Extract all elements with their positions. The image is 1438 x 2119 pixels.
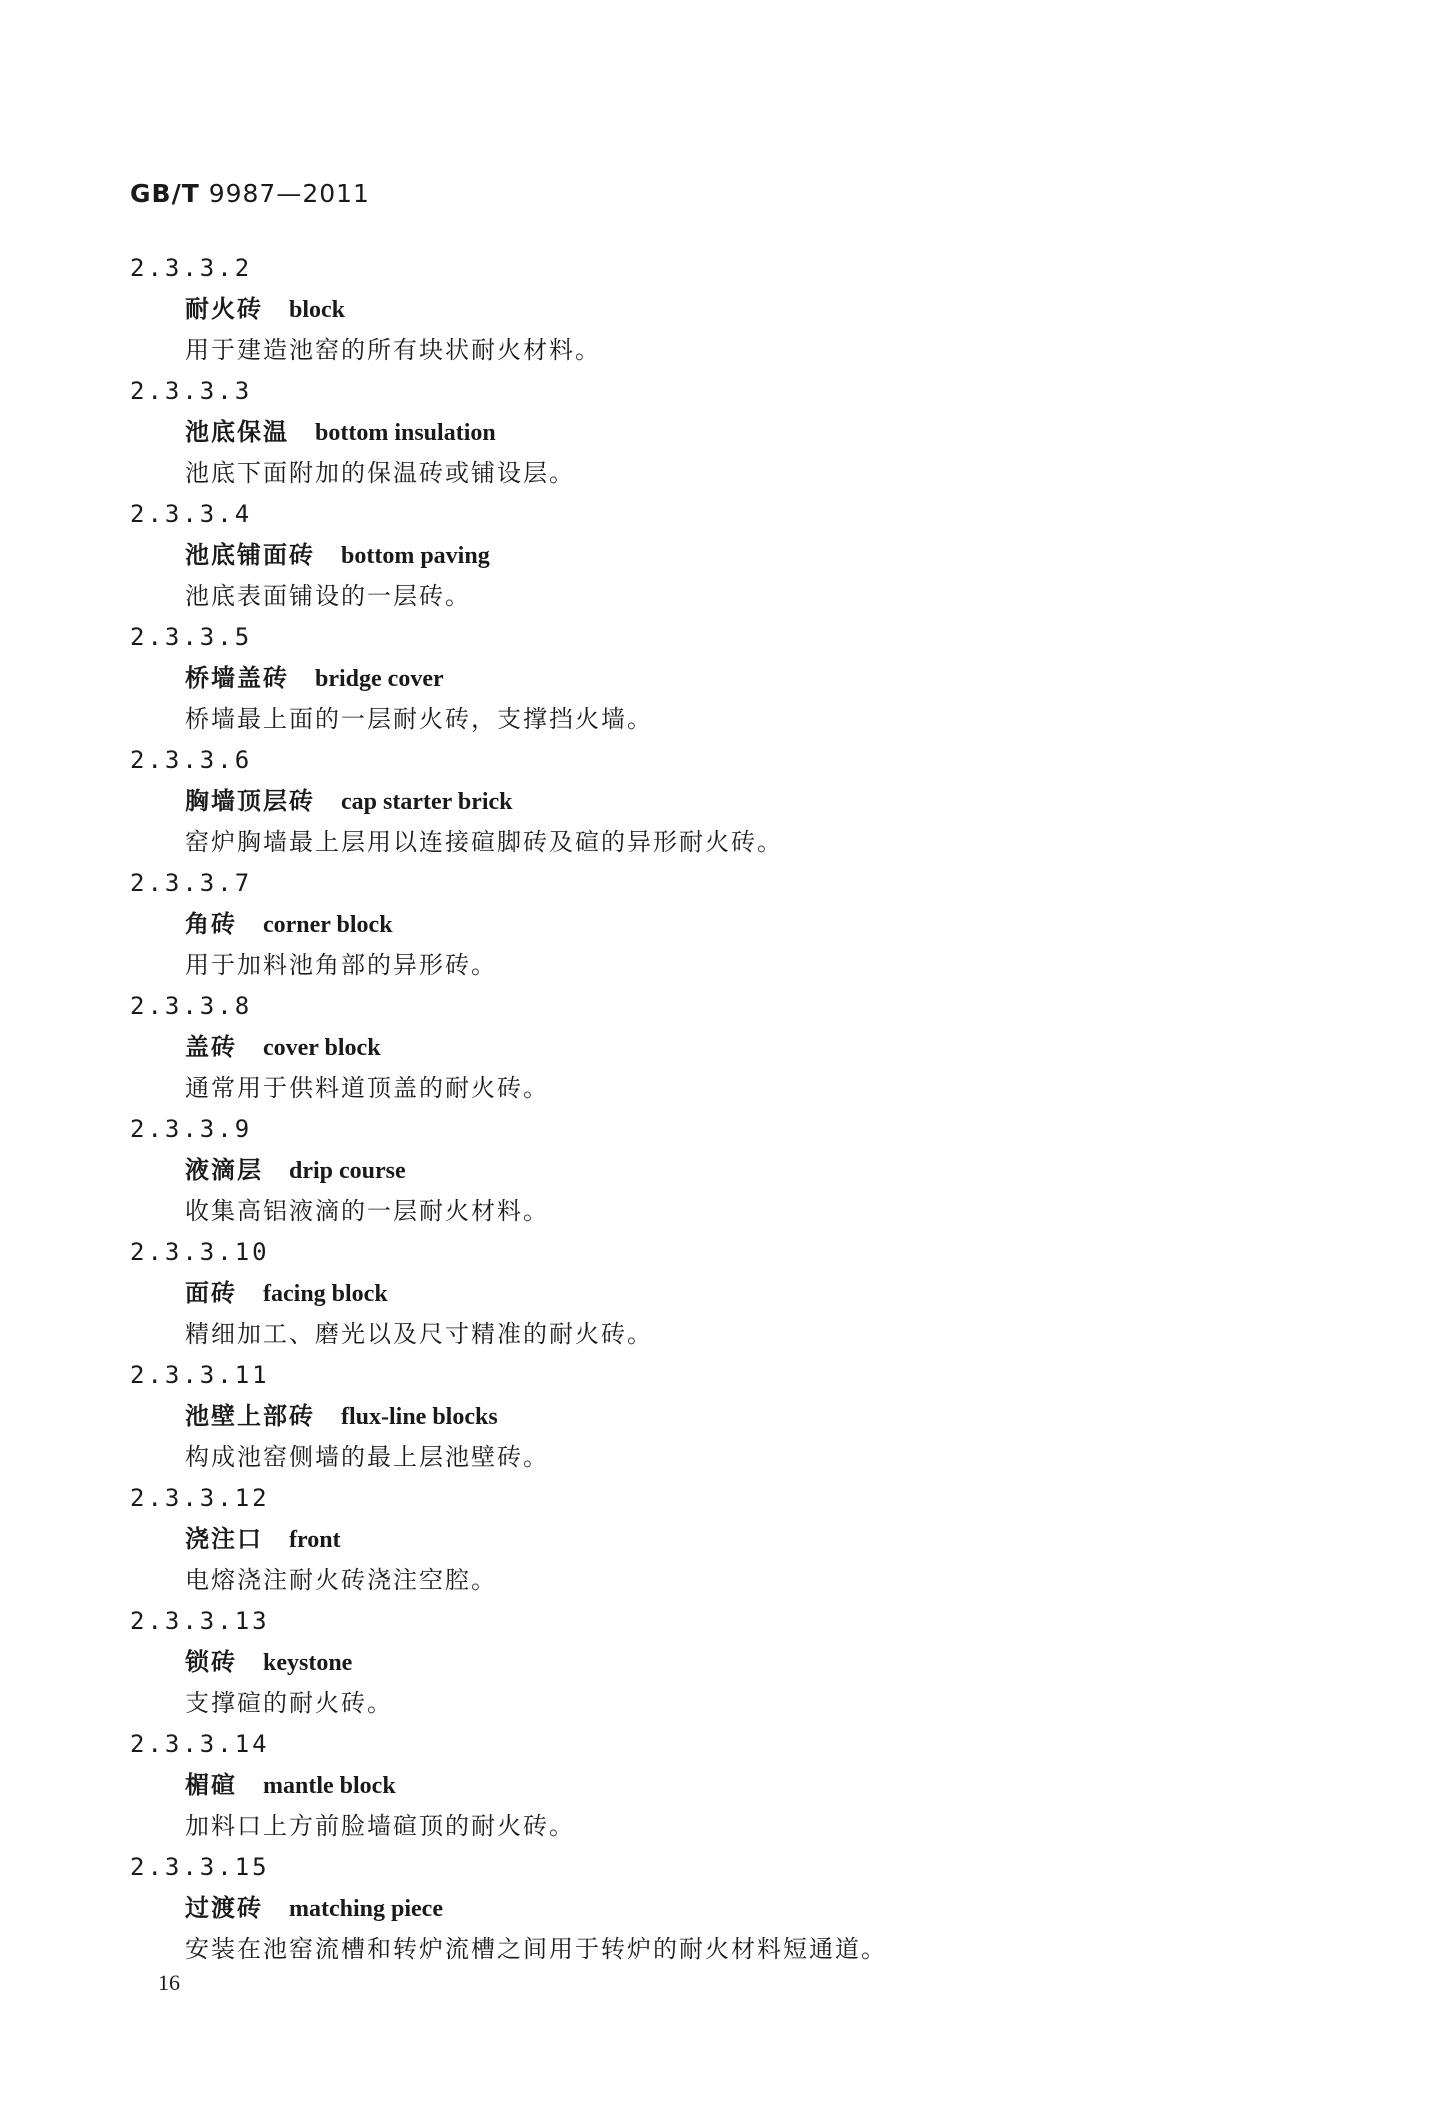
- term-chinese: 池底铺面砖: [185, 541, 315, 569]
- entry-term: [130, 1642, 1330, 1683]
- entry-number: 2.3.3.12: [130, 1484, 270, 1512]
- term-entry: [130, 1232, 1330, 1355]
- term-english: matching piece: [289, 1896, 443, 1922]
- entry-term: [130, 781, 1330, 822]
- term-chinese: 过渡砖: [185, 1894, 263, 1922]
- term-entry: [130, 371, 1330, 494]
- term-english: flux-line blocks: [341, 1404, 498, 1430]
- term-definition: 收集高铝液滴的一层耐火材料。: [185, 1197, 549, 1225]
- term-english: bridge cover: [315, 666, 444, 692]
- term-chinese: 浇注口: [185, 1525, 263, 1553]
- term-english: mantle block: [263, 1773, 396, 1799]
- entry-number: 2.3.3.6: [130, 746, 253, 774]
- term-definition: 加料口上方前脸墙碹顶的耐火砖。: [185, 1812, 575, 1840]
- term-entry: [130, 1724, 1330, 1847]
- term-chinese: 液滴层: [185, 1156, 263, 1184]
- term-entry: [130, 740, 1330, 863]
- term-entry: [130, 248, 1330, 371]
- term-definition: 电熔浇注耐火砖浇注空腔。: [185, 1566, 497, 1594]
- term-definition: 桥墙最上面的一层耐火砖，支撑挡火墙。: [185, 705, 653, 733]
- standard-header: [130, 176, 370, 212]
- term-chinese: 胸墙顶层砖: [185, 787, 315, 815]
- entry-term: [130, 1150, 1330, 1191]
- term-english: cap starter brick: [341, 789, 513, 815]
- term-chinese: 盖砖: [185, 1033, 237, 1061]
- term-english: facing block: [263, 1281, 388, 1307]
- entry-term: [130, 1888, 1330, 1929]
- entry-term: [130, 535, 1330, 576]
- entry-term: [130, 1273, 1330, 1314]
- entry-number: 2.3.3.3: [130, 377, 253, 405]
- entry-number: 2.3.3.9: [130, 1115, 253, 1143]
- entry-term: [130, 1519, 1330, 1560]
- entry-number: 2.3.3.8: [130, 992, 253, 1020]
- term-entry: [130, 617, 1330, 740]
- term-definition: 通常用于供料道顶盖的耐火砖。: [185, 1074, 549, 1102]
- entry-term: [130, 658, 1330, 699]
- term-entry: [130, 1109, 1330, 1232]
- term-english: bottom insulation: [315, 420, 496, 446]
- term-english: keystone: [263, 1650, 353, 1676]
- standard-number: 9987—2011: [208, 179, 370, 208]
- standard-prefix: GB/T: [130, 179, 200, 208]
- term-entry: [130, 863, 1330, 986]
- term-chinese: 角砖: [185, 910, 237, 938]
- term-chinese: 楣碹: [185, 1771, 237, 1799]
- term-english: corner block: [263, 912, 393, 938]
- entry-number: 2.3.3.4: [130, 500, 253, 528]
- term-entry: [130, 1355, 1330, 1478]
- term-definition: 安装在池窑流槽和转炉流槽之间用于转炉的耐火材料短通道。: [185, 1935, 887, 1963]
- term-entry: [130, 986, 1330, 1109]
- term-english: drip course: [289, 1158, 406, 1184]
- term-entry: [130, 494, 1330, 617]
- term-definition: 池底表面铺设的一层砖。: [185, 582, 471, 610]
- entry-number: 2.3.3.7: [130, 869, 253, 897]
- entry-term: [130, 412, 1330, 453]
- entry-number: 2.3.3.10: [130, 1238, 270, 1266]
- term-chinese: 池底保温: [185, 418, 289, 446]
- term-english: cover block: [263, 1035, 381, 1061]
- term-entries-list: [130, 248, 1330, 1970]
- term-definition: 窑炉胸墙最上层用以连接碹脚砖及碹的异形耐火砖。: [185, 828, 783, 856]
- term-entry: [130, 1601, 1330, 1724]
- term-definition: 池底下面附加的保温砖或铺设层。: [185, 459, 575, 487]
- entry-number: 2.3.3.14: [130, 1730, 270, 1758]
- term-english: block: [289, 297, 346, 323]
- entry-term: [130, 1765, 1330, 1806]
- term-chinese: 面砖: [185, 1279, 237, 1307]
- term-definition: 构成池窑侧墙的最上层池壁砖。: [185, 1443, 549, 1471]
- entry-number: 2.3.3.2: [130, 254, 253, 282]
- term-english: front: [289, 1527, 341, 1553]
- term-english: bottom paving: [341, 543, 490, 569]
- entry-term: [130, 904, 1330, 945]
- term-chinese: 锁砖: [185, 1648, 237, 1676]
- term-definition: 用于建造池窑的所有块状耐火材料。: [185, 336, 601, 364]
- entry-number: 2.3.3.5: [130, 623, 253, 651]
- term-entry: [130, 1847, 1330, 1970]
- entry-number: 2.3.3.11: [130, 1361, 270, 1389]
- entry-number: 2.3.3.13: [130, 1607, 270, 1635]
- term-chinese: 耐火砖: [185, 295, 263, 323]
- page-number: 16: [158, 1970, 180, 1995]
- term-chinese: 桥墙盖砖: [185, 664, 289, 692]
- term-definition: 支撑碹的耐火砖。: [185, 1689, 393, 1717]
- entry-term: [130, 1396, 1330, 1437]
- entry-term: [130, 1027, 1330, 1068]
- entry-number: 2.3.3.15: [130, 1853, 270, 1881]
- term-definition: 精细加工、磨光以及尺寸精准的耐火砖。: [185, 1320, 653, 1348]
- term-chinese: 池壁上部砖: [185, 1402, 315, 1430]
- entry-term: [130, 289, 1330, 330]
- term-definition: 用于加料池角部的异形砖。: [185, 951, 497, 979]
- term-entry: [130, 1478, 1330, 1601]
